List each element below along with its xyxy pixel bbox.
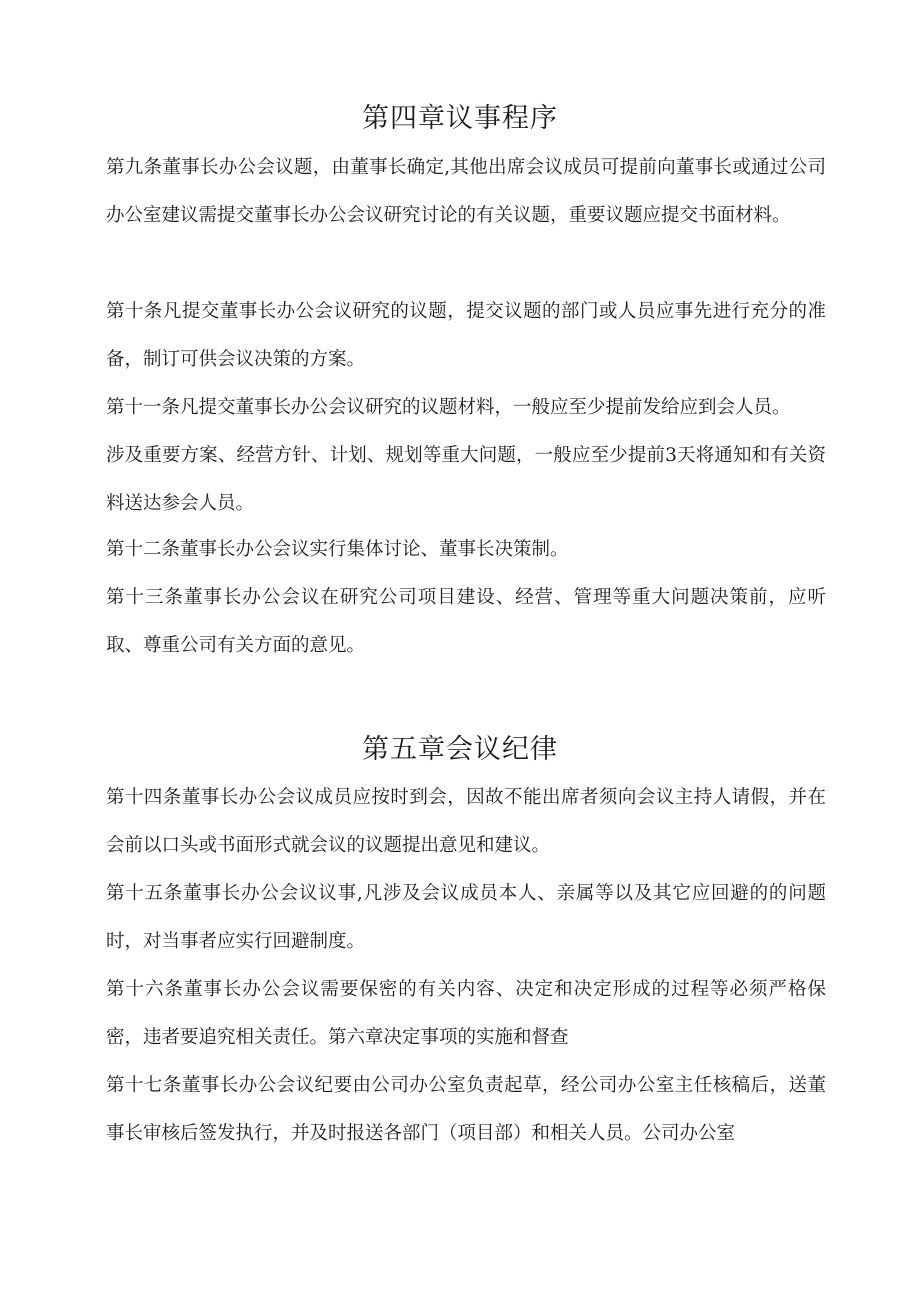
article-12: 第十二条董事长办公会议实行集体讨论、董事长决策制。 [106,539,569,560]
article-11-continued: 涉及重要方案、经营方针、计划、规划等重大问题，一般应至少提前3天将通知和有关资料送达参会人员。 [106,445,826,514]
chapter-5-title: 第五章会议纪律 [362,734,558,765]
article-16: 第十六条董事长办公会议需要保密的有关内容、决定和决定形成的过程等必须严格保密，违者要追究相关责任。第六章决定事项的实施和督查 [106,979,826,1048]
article-9: 第九条董事长办公会议题，由董事长确定,其他出席会议成员可提前向董事长或通过公司办公室建议需提交董事长办公会议研究讨论的有关议题，重要议题应提交书面材料。 [106,157,826,226]
article-17: 第十七条董事长办公会议纪要由公司办公室负责起草，经公司办公室主任核稿后，送董事长审核后签发执行，并及时报送各部门（项目部）和相关人员。公司办公室 [106,1075,826,1144]
article-15: 第十五条董事长办公会议议事,凡涉及会议成员本人、亲属等以及其它应回避的的问题时，对当事者应实行回避制度。 [106,883,826,952]
chapter-4-title: 第四章议事程序 [362,103,558,134]
article-14: 第十四条董事长办公会议成员应按时到会，因故不能出席者须向会议主持人请假，并在会前以口头或书面形式就会议的议题提出意见和建议。 [106,787,826,856]
article-10: 第十条凡提交董事长办公会议研究的议题，提交议题的部门或人员应事先进行充分的准备，制订可供会议决策的方案。 [106,301,826,370]
article-11: 第十一条凡提交董事长办公会议研究的议题材料，一般应至少提前发给应到会人员。 [106,397,791,418]
article-13: 第十三条董事长办公会议在研究公司项目建设、经营、管理等重大问题决策前，应听取、尊重公司有关方面的意见。 [106,587,826,656]
